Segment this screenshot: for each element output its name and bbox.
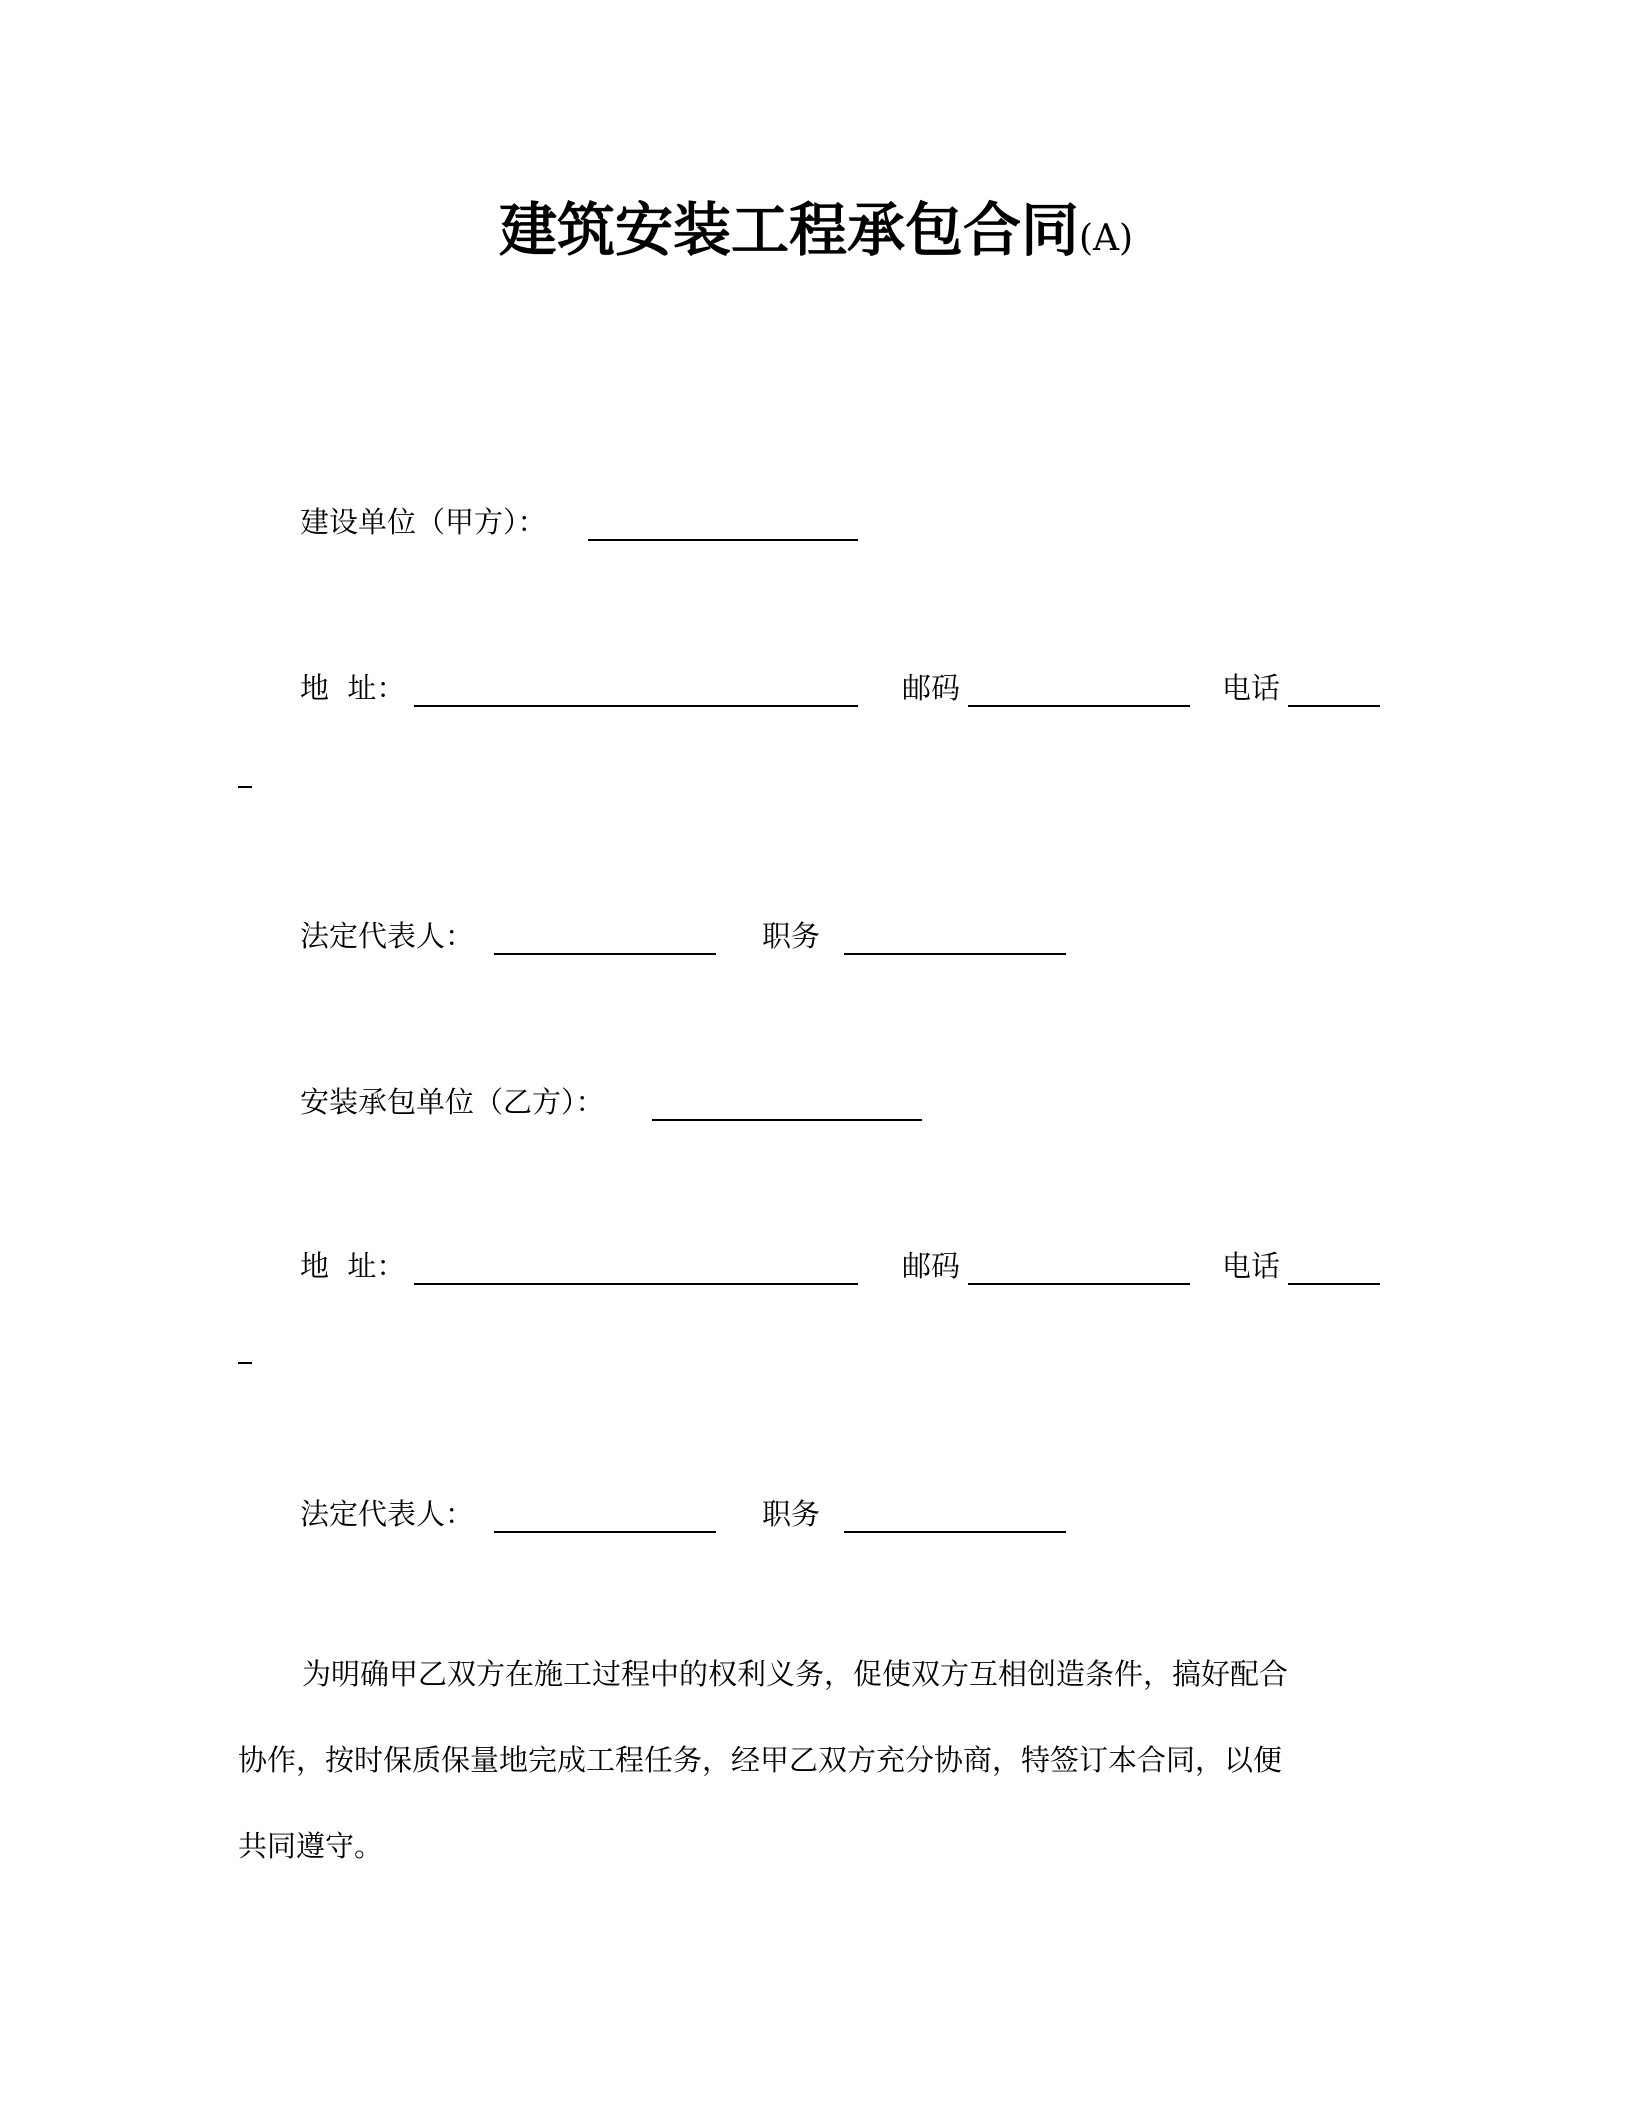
party-b-legal-rep-blank[interactable]	[494, 1531, 716, 1533]
party-b-position-blank[interactable]	[844, 1531, 1066, 1533]
party-b-position-label: 职务	[762, 1497, 821, 1531]
preamble-line-3: 共同遵守。	[238, 1829, 384, 1863]
party-a-legal-rep-label: 法定代表人：	[300, 919, 475, 953]
party-b-phone-blank-continuation	[238, 1362, 252, 1364]
party-a-legal-rep-blank[interactable]	[494, 953, 716, 955]
party-a-address-blank[interactable]	[414, 705, 858, 707]
party-a-postcode-blank[interactable]	[968, 705, 1190, 707]
party-a-unit-row	[0, 502, 1632, 542]
party-b-phone-blank[interactable]	[1288, 1283, 1380, 1285]
party-a-legal-rep-row	[0, 916, 1632, 956]
party-a-phone-blank-continuation	[238, 786, 252, 788]
party-b-address-label: 地 址：	[300, 1249, 406, 1283]
title-suffix: (A)	[1078, 218, 1134, 259]
party-b-address-blank[interactable]	[414, 1283, 858, 1285]
party-a-address-label: 地 址：	[300, 671, 406, 705]
party-a-position-blank[interactable]	[844, 953, 1066, 955]
party-b-unit-label: 安装承包单位（乙方）：	[300, 1085, 605, 1119]
party-b-postcode-blank[interactable]	[968, 1283, 1190, 1285]
title-text: 建筑安装工程承包合同	[498, 196, 1079, 264]
party-b-postcode-label: 邮码	[902, 1249, 961, 1283]
party-a-phone-blank[interactable]	[1288, 705, 1380, 707]
party-a-unit-blank[interactable]	[588, 539, 858, 541]
party-b-unit-blank[interactable]	[652, 1119, 922, 1121]
preamble-paragraph	[238, 1631, 1390, 1889]
party-b-legal-rep-row	[0, 1494, 1632, 1534]
party-b-unit-row	[0, 1082, 1632, 1122]
party-a-unit-label: 建设单位（甲方）：	[300, 505, 547, 539]
party-b-address-row	[0, 1246, 1632, 1286]
preamble-line-1: 为明确甲乙双方在施工过程中的权利义务，促使双方互相创造条件，搞好配合	[302, 1657, 1289, 1691]
document-title	[0, 190, 1632, 279]
party-b-phone-label: 电话	[1222, 1249, 1281, 1283]
party-b-legal-rep-label: 法定代表人：	[300, 1497, 475, 1531]
party-a-address-row	[0, 668, 1632, 708]
party-a-phone-label: 电话	[1222, 671, 1281, 705]
preamble-line-2: 协作，按时保质保量地完成工程任务，经甲乙双方充分协商，特签订本合同，以便	[238, 1743, 1283, 1777]
party-a-position-label: 职务	[762, 919, 821, 953]
party-a-postcode-label: 邮码	[902, 671, 961, 705]
